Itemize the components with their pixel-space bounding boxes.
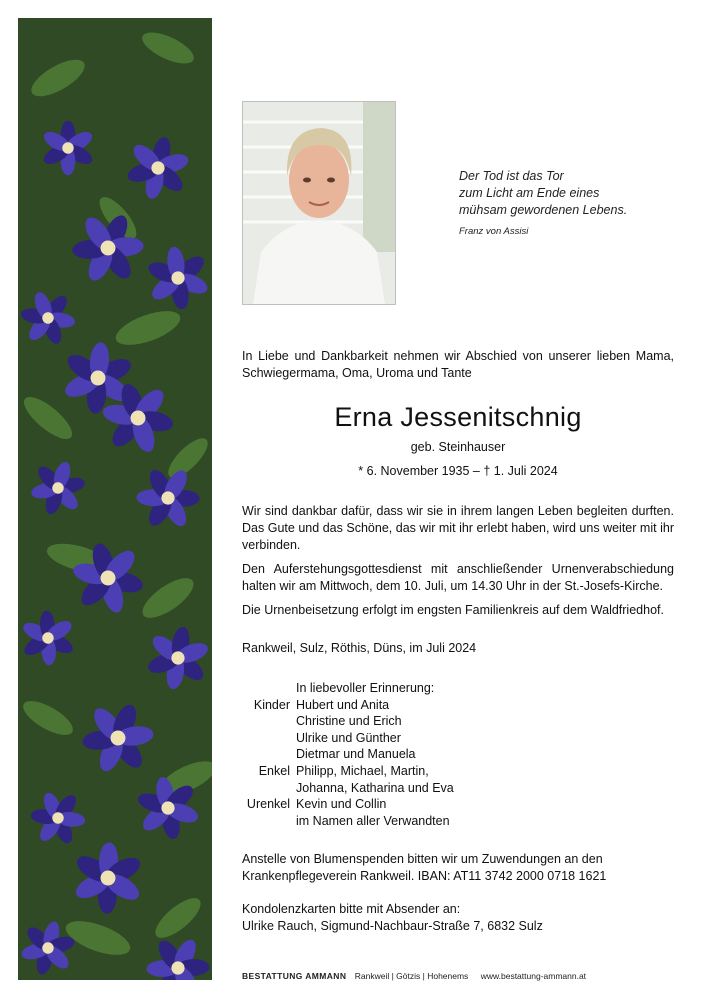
footer-website[interactable]: www.bestattung-ammann.at [480,971,587,981]
clematis-illustration [18,18,212,980]
mourner-role: Urenkel [246,797,290,812]
quote-line: mühsam gewordenen Lebens. [459,203,628,217]
mourner-names: Johanna, Katharina und Eva [296,780,454,795]
mourner-row [242,763,454,780]
mourner-row [242,780,454,797]
mourner-names: Christine und Erich [296,714,402,729]
portrait-photo [242,101,396,305]
mourner-row [242,730,454,747]
mourner-role [242,680,296,697]
birth-name: geb. Steinhauser [410,440,506,454]
footer-locations: Rankweil | Götzis | Hohenems [354,971,469,981]
intro-text: In Liebe und Dankbarkeit nehmen wir Abschied von unserer lieben Mama, Schwiegermama, Oma, Uroma und Tante [242,349,674,380]
mourner-row [242,796,454,813]
condolence-address: Ulrike Rauch, Sigmund-Nachbaur-Straße 7, 6832 Sulz [242,919,543,933]
mourner-role: Kinder [253,697,290,712]
mourner-names: Philipp, Michael, Martin, [296,763,429,778]
quote-line: Der Tod ist das Tor [459,169,564,183]
quote-line: zum Licht am Ende eines [459,186,600,200]
mourner-names: Hubert und Anita [296,697,390,712]
mourners-list [242,680,454,829]
footer-brand: BESTATTUNG AMMANN [242,971,347,981]
quote-block [459,168,689,240]
mourner-role [242,746,296,763]
mourner-row [242,713,454,730]
mourner-names: im Namen aller Verwandten [296,813,450,828]
service-paragraph: Den Auferstehungsgottesdienst mit anschließender Urnenverabschiedung halten wir am Mittwoch, dem 10. Juli, um 14.30 Uhr in der St.-Josefs-Kirche. [242,562,674,593]
condolence-note [242,901,674,935]
deceased-name: Erna Jessenitschnig [334,402,582,432]
life-dates: * 6. November 1935 – † 1. Juli 2024 [358,464,558,478]
donation-note: Anstelle von Blumenspenden bitten wir um Zuwendungen an den Krankenpflegeverein Rankweil. IBAN: AT11 3742 2000 0718 1621 [242,852,607,883]
mourner-names: Kevin und Collin [296,797,387,812]
condolence-line: Kondolenzkarten bitte mit Absender an: [242,902,461,916]
mourner-row [242,746,454,763]
mourner-row [242,680,454,697]
place-date: Rankweil, Sulz, Röthis, Düns, im Juli 2024 [242,641,477,655]
mourner-row [242,697,454,714]
portrait-illustration [243,102,395,304]
mourner-row [242,813,454,830]
mourner-role [242,813,296,830]
mourner-role [242,713,296,730]
mourner-names: Dietmar und Manuela [296,747,416,762]
gratitude-paragraph: Wir sind dankbar dafür, dass wir sie in ihrem langen Leben begleiten durften. Das Gute und das Schöne, das wir mit ihr erlebt haben, wird uns weiter mit ihr verbinden. [242,504,674,552]
mourner-names: In liebevoller Erinnerung: [296,681,435,695]
mourner-names: Ulrike und Günther [296,730,401,745]
clematis-flower-image [18,18,212,980]
mourner-role: Enkel [258,763,290,778]
quote-author: Franz von Assisi [459,226,529,237]
mourner-role [242,780,296,797]
mourner-role [242,730,296,747]
footer [242,971,586,981]
burial-paragraph: Die Urnenbeisetzung erfolgt im engsten Familienkreis auf dem Waldfriedhof. [242,603,664,617]
